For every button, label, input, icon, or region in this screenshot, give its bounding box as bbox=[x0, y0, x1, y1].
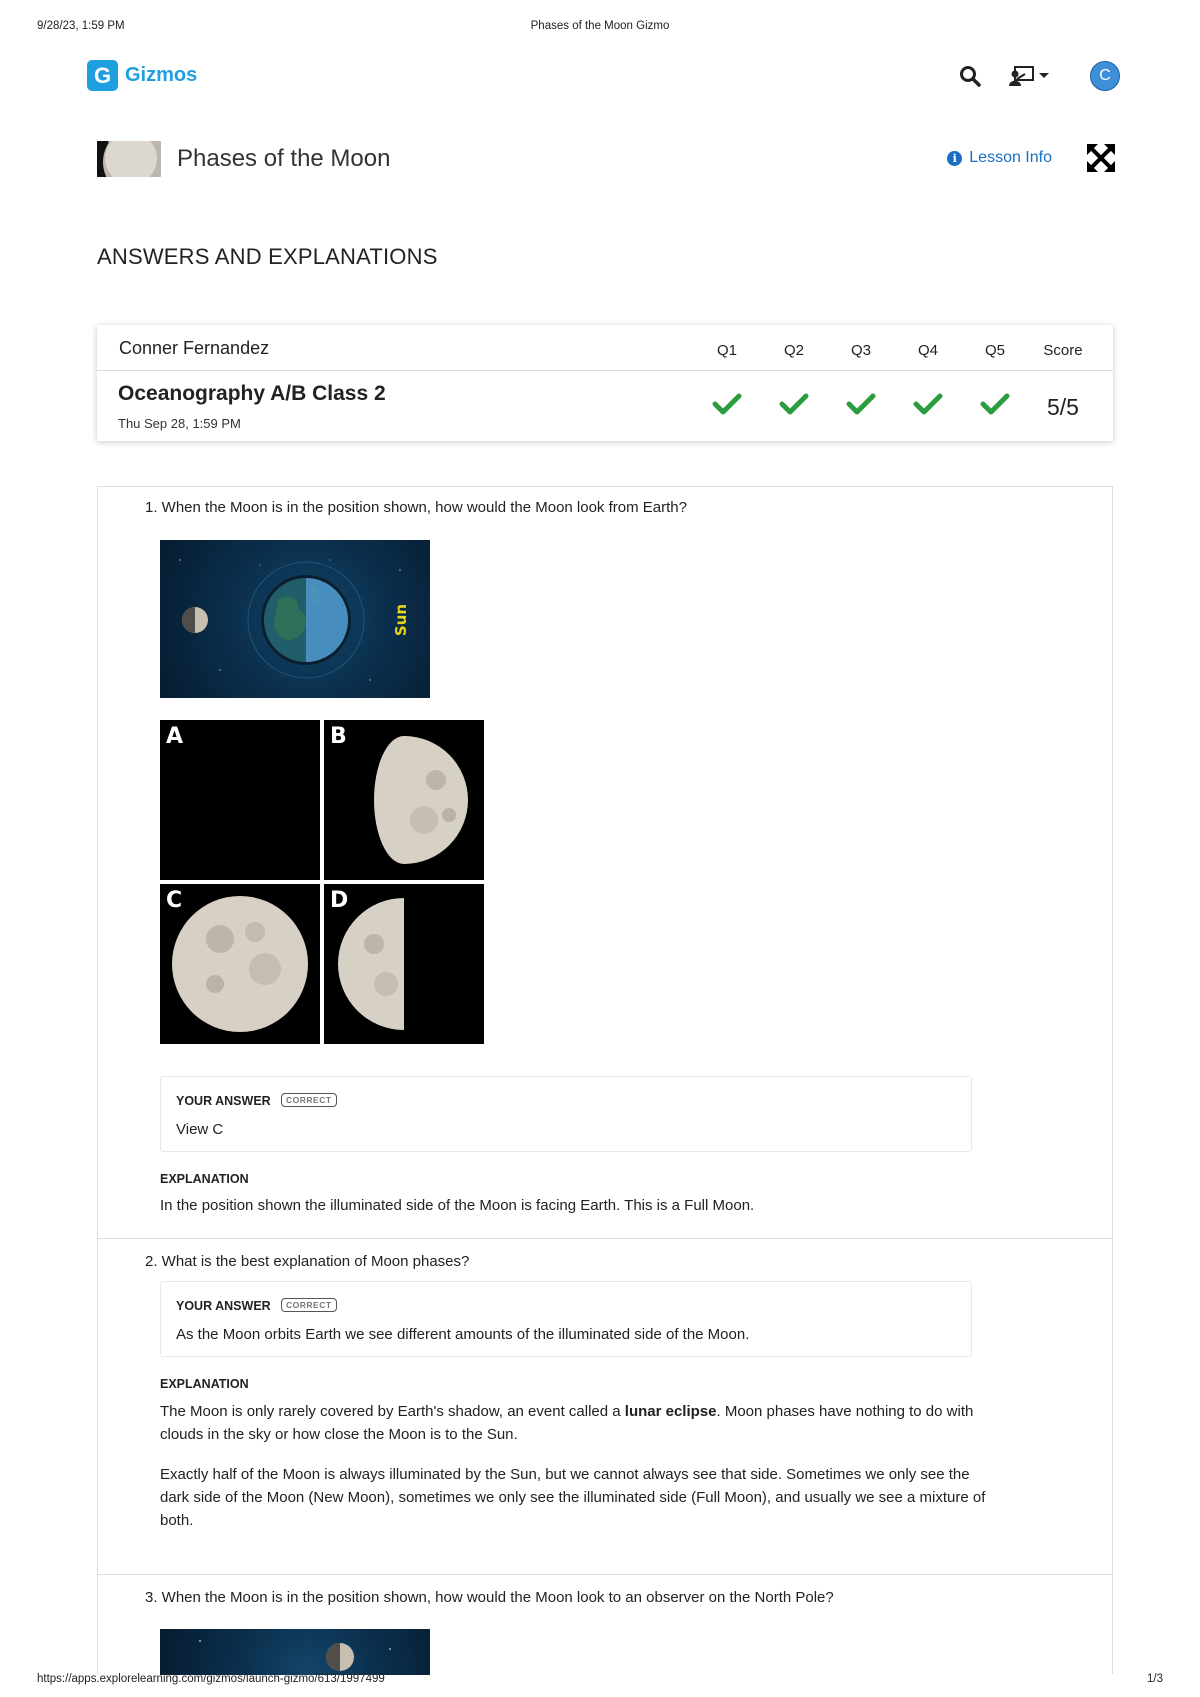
column-q1: Q1 bbox=[716, 342, 737, 359]
your-answer-box bbox=[160, 1281, 972, 1357]
chevron-down-icon bbox=[1038, 72, 1050, 80]
question-text: 1. When the Moon is in the position shown, how would the Moon look from Earth? bbox=[145, 499, 687, 516]
score-value: 5/5 bbox=[1047, 394, 1079, 420]
teacher-board-icon bbox=[1008, 65, 1034, 87]
logo-mark: G bbox=[87, 60, 118, 91]
column-q5: Q5 bbox=[984, 342, 1005, 359]
logo-text: Gizmos bbox=[125, 64, 198, 86]
your-answer-text: As the Moon orbits Earth we see different amounts of the illuminated side of the Moon. bbox=[176, 1326, 750, 1343]
q1-check-icon[interactable] bbox=[712, 392, 742, 416]
lesson-title: Phases of the Moon bbox=[177, 145, 391, 172]
your-answer-box bbox=[160, 1076, 972, 1152]
q2-check-icon[interactable] bbox=[779, 392, 809, 416]
earth-moon-sun-diagram bbox=[160, 540, 430, 698]
lesson-info-link[interactable] bbox=[947, 149, 1052, 167]
moon-options-grid bbox=[160, 720, 484, 1044]
top-actions bbox=[958, 58, 1120, 94]
explanation-text-pre: The Moon is only rarely covered by Earth's shadow, an event called a bbox=[160, 1403, 625, 1420]
explanation-text: In the position shown the illuminated side of the Moon is facing Earth. This is a Full Moon. bbox=[160, 1197, 755, 1214]
explanation-label: EXPLANATION bbox=[160, 1172, 249, 1186]
top-navigation-bar bbox=[87, 58, 1120, 98]
explanation-paragraph-1 bbox=[160, 1400, 1000, 1446]
expand-icon[interactable] bbox=[1086, 143, 1116, 173]
question-text: 2. What is the best explanation of Moon phases? bbox=[145, 1253, 470, 1270]
score-summary-card bbox=[97, 325, 1113, 441]
column-q4: Q4 bbox=[917, 342, 938, 359]
option-letter: A bbox=[166, 724, 184, 749]
column-q2: Q2 bbox=[783, 342, 804, 359]
option-b-image bbox=[324, 720, 484, 880]
your-answer-label: YOUR ANSWER bbox=[176, 1094, 271, 1108]
lesson-thumbnail bbox=[97, 141, 161, 177]
moon-position-image bbox=[160, 1629, 430, 1675]
explanation-paragraph-2: Exactly half of the Moon is always illuminated by the Sun, but we cannot always see that side. Sometimes we only see the dark side of the Moon (New Moon), sometimes we only see the illuminated side (Full Moon), and usually we see a mixture of both. bbox=[160, 1466, 986, 1529]
student-name: Conner Fernandez bbox=[119, 338, 270, 358]
full-moon bbox=[160, 884, 320, 1044]
summary-header-row bbox=[97, 325, 1113, 371]
q4-check-icon[interactable] bbox=[913, 392, 943, 416]
correct-badge: CORRECT bbox=[281, 1093, 337, 1107]
teacher-menu-button[interactable] bbox=[1008, 65, 1050, 87]
print-page-title: Phases of the Moon Gizmo bbox=[530, 20, 670, 32]
print-page-number: 1/3 bbox=[1147, 1673, 1163, 1685]
lesson-info-label: Lesson Info bbox=[969, 149, 1052, 166]
q3-check-icon[interactable] bbox=[846, 392, 876, 416]
sun-label: Sun bbox=[392, 603, 410, 637]
print-footer bbox=[37, 1673, 1163, 1689]
your-answer-text: View C bbox=[176, 1121, 224, 1138]
section-heading: ANSWERS AND EXPLANATIONS bbox=[97, 244, 438, 269]
user-avatar[interactable]: C bbox=[1090, 61, 1120, 91]
earth-moon-diagram-partial bbox=[160, 1629, 430, 1675]
explanation-text-post: . Moon phases have nothing to do with clouds in the sky or how close the Moon is to the Sun. bbox=[160, 1403, 974, 1443]
option-letter: C bbox=[166, 888, 183, 913]
info-icon: i bbox=[947, 151, 962, 166]
moon-position-image bbox=[160, 540, 430, 698]
q5-check-icon[interactable] bbox=[980, 392, 1010, 416]
your-answer-label: YOUR ANSWER bbox=[176, 1299, 271, 1313]
waxing-gibbous-moon bbox=[324, 720, 484, 880]
option-c-image bbox=[160, 884, 320, 1044]
option-d-image bbox=[324, 884, 484, 1044]
search-icon[interactable] bbox=[958, 64, 982, 88]
column-q3: Q3 bbox=[850, 342, 871, 359]
print-datetime: 9/28/23, 1:59 PM bbox=[37, 20, 125, 32]
question-card-3 bbox=[97, 1574, 1113, 1674]
option-a-image bbox=[160, 720, 320, 880]
option-letter: D bbox=[330, 888, 349, 913]
correct-badge: CORRECT bbox=[281, 1298, 337, 1312]
question-card-2 bbox=[97, 1238, 1113, 1575]
submission-date: Thu Sep 28, 1:59 PM bbox=[118, 416, 241, 431]
option-letter: B bbox=[330, 724, 347, 749]
question-text: 3. When the Moon is in the position shown, how would the Moon look to an observer on the North Pole? bbox=[145, 1589, 834, 1606]
class-name: Oceanography A/B Class 2 bbox=[118, 382, 386, 405]
print-header bbox=[37, 20, 1163, 36]
column-score: Score bbox=[1043, 342, 1083, 359]
lunar-eclipse-term: lunar eclipse bbox=[624, 1403, 717, 1420]
print-url: https://apps.explorelearning.com/gizmos/launch-gizmo/613/1997499 bbox=[37, 1673, 385, 1685]
gizmos-logo[interactable] bbox=[87, 60, 197, 91]
lesson-title-bar bbox=[97, 141, 1116, 179]
question-card-1 bbox=[97, 486, 1113, 1239]
explanation-label: EXPLANATION bbox=[160, 1377, 249, 1391]
